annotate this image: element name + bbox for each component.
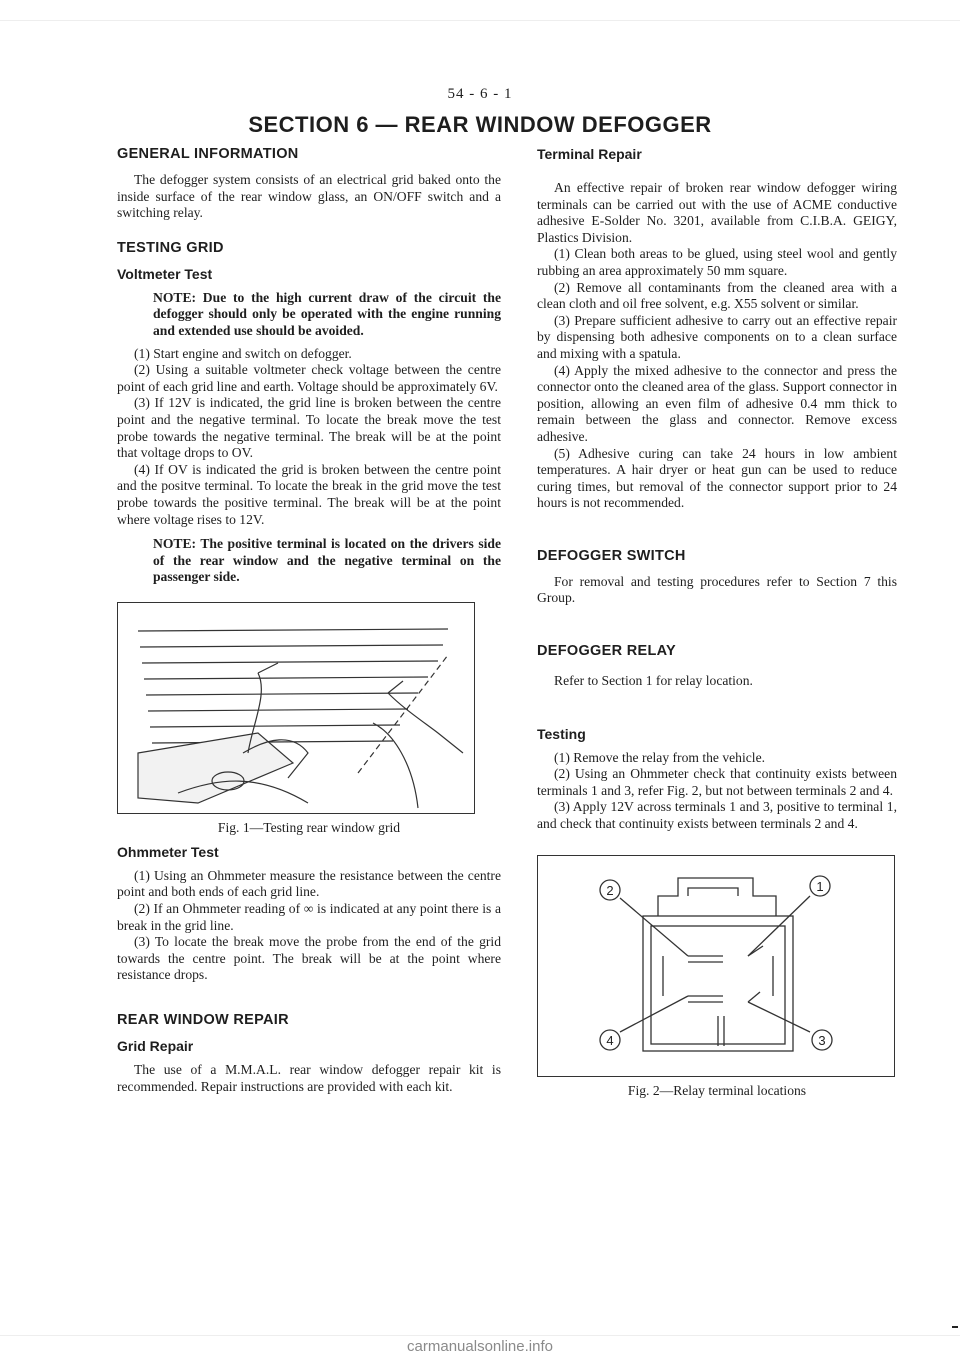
page-number: 54 - 6 - 1	[447, 86, 513, 102]
figure-2-caption: Fig. 2—Relay terminal locations	[627, 1082, 807, 1098]
relay-testing-step: (3) Apply 12V across terminals 1 and 3, positive to terminal 1, and check that continuity exists between terminals 2 and 4.	[537, 799, 897, 832]
terminal-repair-heading: Terminal Repair	[537, 146, 642, 162]
relay-testing-step: (1) Remove the relay from the vehicle.	[554, 749, 765, 765]
relay-testing-step: (2) Using an Ohmmeter check that continuity exists between terminals 1 and 3, refer Fig. 2, but not between terminals 2 and 4.	[537, 766, 897, 798]
relay-terminal-diagram	[538, 856, 894, 1076]
general-information-heading: GENERAL INFORMATION	[117, 146, 299, 162]
ohmmeter-step: (3) To locate the break move the probe from the end of the grid towards the centre point. The break will be at the point where resistance drops.	[117, 934, 501, 983]
terminal-repair-step: (1) Clean both areas to be glued, using steel wool and gently rubbing an area approximately 50 mm square.	[537, 246, 897, 278]
voltmeter-steps	[117, 346, 501, 529]
top-edge-line	[0, 20, 960, 21]
grid-repair-heading: Grid Repair	[117, 1038, 194, 1055]
terminal-repair-step: (4) Apply the mixed adhesive to the connector and press the connector onto the cleaned area of the glass. Support connector in position, allowing an even film of adhesive 0.4 mm thick to remain between the glass and connector. Remove excess adhesive.	[537, 362, 897, 444]
figure-1-caption: Fig. 1—Testing rear window grid	[217, 819, 401, 835]
terminal-1-label: 1	[816, 878, 824, 894]
voltmeter-step: (4) If OV is indicated the grid is broken between the centre point and the positve terminal. To locate the break in the grid move the test probe towards the positive terminal. The break will be at the point where voltage rises to 12V.	[117, 461, 501, 527]
defogger-switch-heading: DEFOGGER SWITCH	[537, 547, 686, 564]
ohmmeter-step: (2) If an Ohmmeter reading of ∞ is indicated at any point there is a break in the grid line.	[117, 901, 501, 933]
testing-grid-heading: TESTING GRID	[117, 239, 224, 256]
terminal-repair-step: (2) Remove all contaminants from the cleaned area with a clean cloth and oil free solvent, e.g. X55 solvent or similar.	[537, 279, 897, 312]
left-column	[117, 146, 501, 1095]
defogger-relay-heading: DEFOGGER RELAY	[537, 643, 677, 660]
voltmeter-step: (1) Start engine and switch on defogger.	[134, 345, 352, 361]
terminal-4-label: 4	[606, 1032, 614, 1048]
voltmeter-note: NOTE: Due to the high current draw of the circuit the defogger should only be operated with the engine running and extended use should be avoided.	[153, 289, 501, 338]
rear-window-repair-heading: REAR WINDOW REPAIR	[117, 1012, 289, 1029]
voltmeter-step: (3) If 12V is indicated, the grid line is broken between the centre point and the negative terminal. To locate the break move the test probe towards the negative terminal. The break will be at the point that voltage drops to OV.	[117, 395, 501, 461]
section-title: SECTION 6 — REAR WINDOW DEFOGGER	[248, 112, 712, 137]
terminal-repair-intro: An effective repair of broken rear window defogger wiring terminals can be carried out with the use of ACME conductive adhesive E-Solder No. 3201, available from C.I.B.A. GEIGY, Plastics Division.	[537, 180, 897, 245]
terminal-location-note: NOTE: The positive terminal is located on the drivers side of the rear window and the negative terminal on the passenger side.	[153, 536, 501, 585]
terminal-2-label: 2	[606, 882, 614, 898]
right-column	[537, 146, 897, 1099]
voltmeter-test-heading: Voltmeter Test	[117, 265, 213, 282]
general-information-text: The defogger system consists of an electrical grid baked onto the inside surface of the rear window glass, an ON/OFF switch and a switching relay.	[117, 172, 501, 221]
ohmmeter-test-heading: Ohmmeter Test	[117, 843, 219, 860]
terminal-3-label: 3	[818, 1032, 826, 1048]
testing-heading: Testing	[537, 725, 586, 742]
defogger-relay-text: Refer to Section 1 for relay location.	[554, 673, 753, 689]
figure-2-relay-terminals	[537, 855, 895, 1077]
grid-repair-text: The use of a M.M.A.L. rear window defogger repair kit is recommended. Repair instructions are provided with each kit.	[117, 1062, 501, 1094]
defogger-switch-text: For removal and testing procedures refer to Section 7 this Group.	[537, 573, 897, 606]
watermark: carmanualsonline.info	[407, 1338, 553, 1355]
edge-mark	[952, 1326, 958, 1328]
voltmeter-step: (2) Using a suitable voltmeter check voltage between the centre point of each grid line and earth. Voltage should be approximately 6V.	[117, 362, 501, 394]
figure-1-testing-grid	[117, 602, 475, 814]
terminal-repair-step: (3) Prepare sufficient adhesive to carry out an effective repair by dispensing both adhesive components on to a clean surface and mixing with a spatula.	[537, 312, 897, 361]
bottom-edge-line	[0, 1335, 960, 1336]
ohmmeter-step: (1) Using an Ohmmeter measure the resistance between the centre point and both ends of each grid line.	[117, 867, 501, 900]
testing-grid-illustration	[118, 603, 474, 813]
terminal-repair-step: (5) Adhesive curing can take 24 hours in low ambient temperatures. A hair dryer or heat gun can be used to reduce curing times, but removal of the connector support prior to 24 hours is not recommended.	[537, 445, 897, 511]
